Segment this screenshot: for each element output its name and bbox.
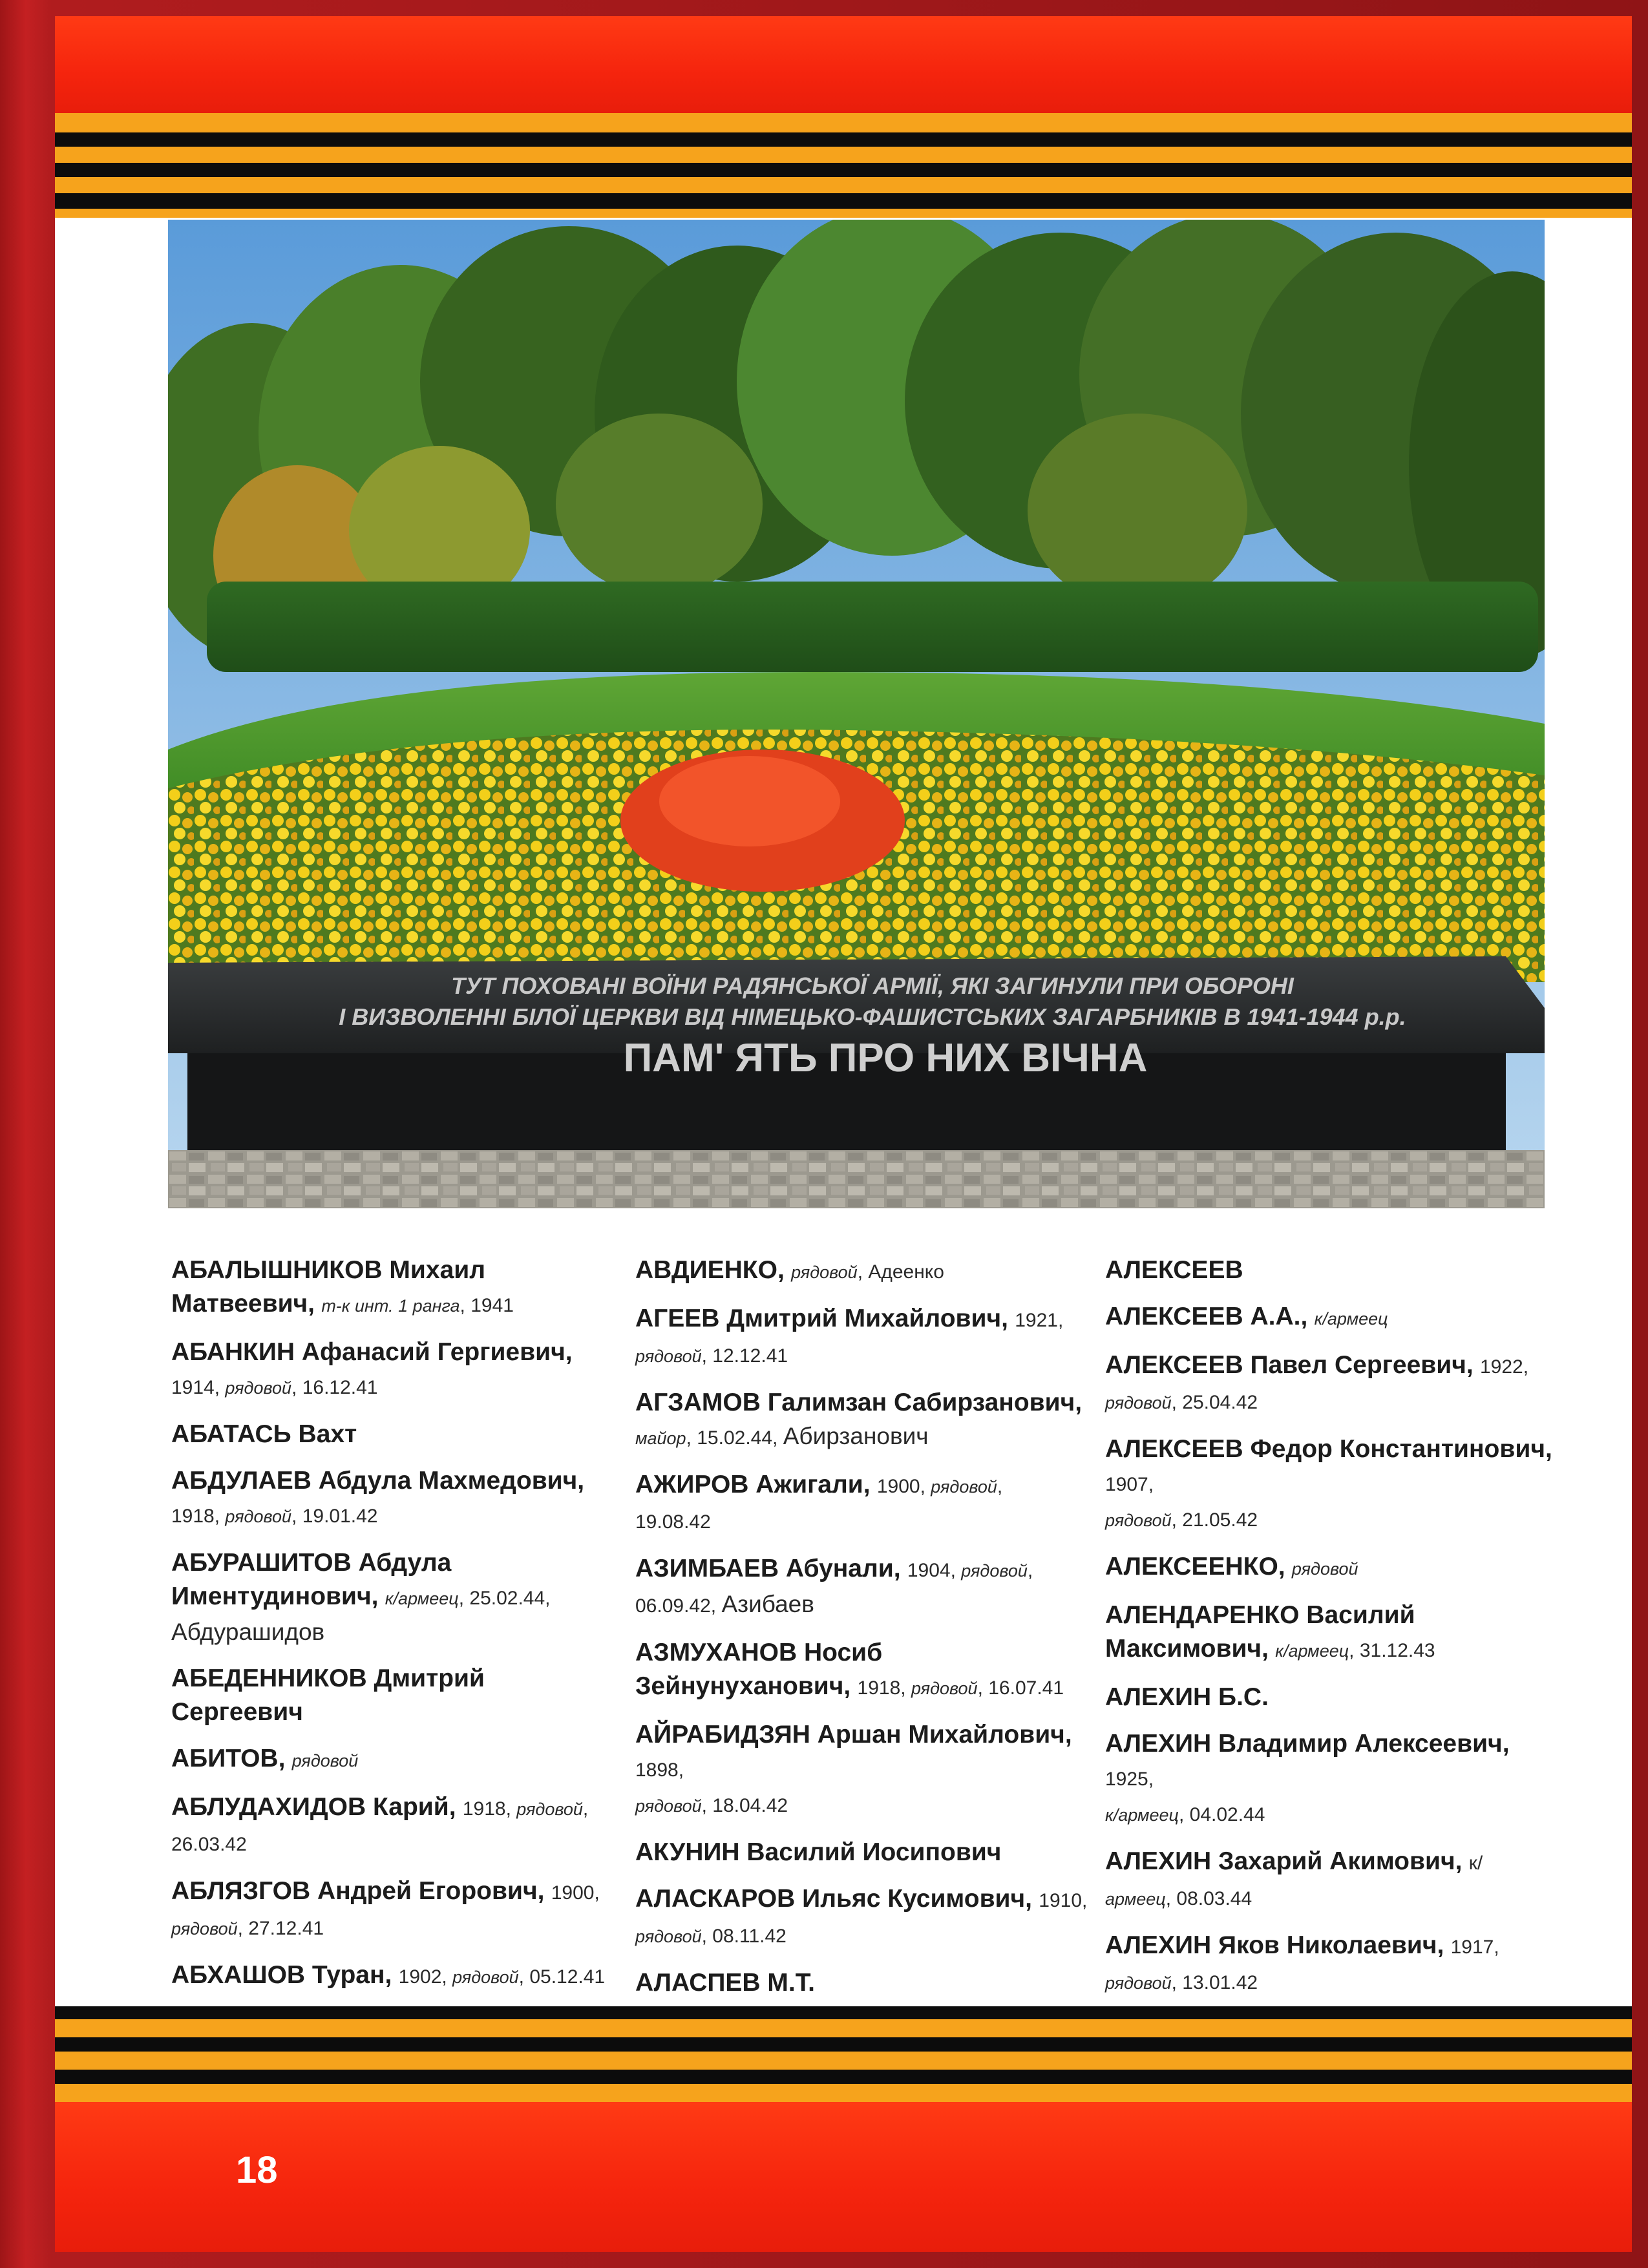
top-ribbon-band <box>55 16 1632 229</box>
entry-date2: 19.08.42 <box>635 1511 711 1533</box>
name-entry <box>635 1386 1088 1455</box>
entry-name: АЗМУХАНОВ Носиб <box>635 1639 883 1666</box>
entry-date: , <box>582 1798 589 1820</box>
page <box>55 16 1632 2252</box>
entry-rank: рядовой <box>931 1477 997 1496</box>
entry-name: АБХАШОВ Туран, <box>171 1961 392 1989</box>
name-entry <box>635 1254 1088 1289</box>
name-entry <box>1105 1727 1558 1832</box>
entry-rank: рядовой <box>1105 1393 1172 1412</box>
entry-pre: 1907, <box>1105 1474 1154 1495</box>
entry-name: АЛЕКСЕЕВ А.А., <box>1105 1303 1308 1330</box>
entry-name: АЛАСПЕВ М.Т. <box>635 1969 815 1997</box>
bottom-ribbon-band <box>55 2006 1632 2252</box>
entry-name: АБЛУДАХИДОВ Карий, <box>171 1793 456 1821</box>
entry-pre: 1900, <box>551 1882 600 1904</box>
entry-rank: т-к инт. 1 ранга <box>321 1296 460 1316</box>
entry-pre: к/ <box>1468 1853 1483 1874</box>
entry-alt: Азибаев <box>721 1591 814 1617</box>
entry-pre: 1898, <box>635 1759 684 1781</box>
entry-rank: рядовой <box>635 1796 702 1816</box>
entry-pre: 1917, <box>1450 1937 1499 1958</box>
entry-rank: рядовой <box>516 1800 583 1819</box>
entry-pre: 1918, <box>462 1798 517 1820</box>
entry-date: , 12.12.41 <box>701 1345 788 1367</box>
top-red-band <box>55 16 1632 113</box>
entry-name: АЗИМБАЕВ Абунали, <box>635 1555 901 1582</box>
ribbon-stripe-orange <box>55 2019 1632 2037</box>
entry-name: АЛЕКСЕЕВ <box>1105 1256 1243 1284</box>
names-column-1 <box>171 1254 624 2091</box>
entry-name: АБАНКИН Афанасий Гергиевич, <box>171 1338 573 1366</box>
entry-date: , 04.02.44 <box>1178 1804 1265 1825</box>
entry-name: АЛЕКСЕЕВ Павел Сергеевич, <box>1105 1351 1474 1379</box>
entry-pre: 1918, <box>171 1506 226 1527</box>
entry-rank: майор <box>635 1429 686 1448</box>
name-entry <box>635 1718 1088 1823</box>
entry-name: АЛЕКСЕЕВ Федор Константинович, <box>1105 1435 1552 1463</box>
name-entry <box>1105 1929 1558 2000</box>
entry-date: , 25.02.44, <box>458 1588 551 1609</box>
entry-rank: рядовой <box>171 1919 238 1938</box>
entry-date: , 21.05.42 <box>1171 1509 1258 1531</box>
ribbon-stripe-orange <box>55 113 1632 132</box>
ribbon-stripe-black <box>55 193 1632 209</box>
entry-rank: рядовой <box>911 1679 978 1698</box>
name-entry <box>171 1336 624 1405</box>
ribbon-stripe-orange <box>55 177 1632 193</box>
entry-name: АЛЕХИН Яков Николаевич, <box>1105 1931 1444 1959</box>
entry-name: АЛЕКСЕЕНКО, <box>1105 1553 1285 1580</box>
entry-name: АБАТАСЬ Вахт <box>171 1420 357 1448</box>
entry-date: , 18.04.42 <box>701 1795 788 1816</box>
name-entry <box>1105 1254 1558 1287</box>
entry-date: , 1941 <box>460 1295 514 1316</box>
entry-date: , 08.03.44 <box>1165 1888 1252 1909</box>
entry-name: АЛЕНДАРЕНКО Василий <box>1105 1601 1415 1629</box>
entry-pre: 1922, <box>1480 1356 1529 1378</box>
entry-rank: рядовой <box>961 1561 1028 1580</box>
entry-pre: 1925, <box>1105 1769 1154 1790</box>
entry-date: , 08.11.42 <box>701 1926 787 1947</box>
entry-rank: рядовой <box>1291 1559 1358 1579</box>
ribbon-stripe-black <box>55 2006 1632 2019</box>
entry-rank: рядовой <box>1105 1973 1172 1993</box>
entry-name: АГЗАМОВ Галимзан Сабирзанович, <box>635 1389 1083 1416</box>
entry-rank: рядовой <box>791 1263 858 1282</box>
ribbon-stripe-orange <box>55 147 1632 163</box>
name-entry <box>635 1468 1088 1539</box>
entry-name: АЖИРОВ Ажигали, <box>635 1471 871 1498</box>
name-entry <box>1105 1681 1558 1714</box>
entry-date: , 19.01.42 <box>291 1506 378 1527</box>
name-entry <box>171 1790 624 1862</box>
name-entry <box>635 1836 1088 1869</box>
entry-pre: 1918, <box>857 1677 911 1699</box>
ribbon-stripe-orange <box>55 2084 1632 2102</box>
entry-pre: 1904, <box>907 1560 962 1581</box>
entry-pre: 1921, <box>1015 1310 1064 1331</box>
entry-rank: к/армеец <box>1105 1805 1179 1825</box>
entry-name: АЛЕХИН Захарий Акимович, <box>1105 1847 1463 1875</box>
entry-pre: 1914, <box>171 1377 226 1398</box>
entry-alt: Абирзанович <box>783 1423 929 1449</box>
entry-rank: рядовой <box>225 1507 292 1526</box>
entry-name: АЙРАБИДЗЯН Аршан Михайлович, <box>635 1721 1072 1748</box>
entry-rank: к/армеец <box>1314 1309 1388 1328</box>
entry-rank: рядовой <box>635 1347 702 1366</box>
entry-date2: 26.03.42 <box>171 1834 247 1855</box>
name-entry <box>1105 1599 1558 1668</box>
entry-name: АБИТОВ, <box>171 1745 286 1772</box>
entry-name: АВДИЕНКО, <box>635 1256 785 1284</box>
name-entry <box>635 1966 1088 2000</box>
entry-date: , <box>997 1476 1003 1497</box>
name-entry <box>635 1882 1088 1953</box>
ribbon-stripe-orange <box>55 2052 1632 2070</box>
name-entry <box>1105 1349 1558 1420</box>
name-entry <box>171 1418 624 1451</box>
entry-date: , <box>1027 1560 1033 1581</box>
entry-rank: рядовой <box>225 1378 292 1398</box>
name-entry <box>171 1958 624 1994</box>
entry-date: , 16.07.41 <box>977 1677 1064 1699</box>
paving <box>168 1150 1545 1208</box>
entry-name: АБЕДЕННИКОВ Дмитрий <box>171 1664 485 1692</box>
name-entry <box>1105 1300 1558 1336</box>
memorial-photo-illustration <box>168 220 1545 1208</box>
ribbon-stripe-black <box>55 132 1632 147</box>
entry-rank: рядовой <box>635 1927 702 1946</box>
hedge <box>207 582 1538 672</box>
inscription-line-3: ПАМ' ЯТЬ ПРО НИХ ВІЧНА <box>623 1036 1148 1080</box>
entry-pre: 1902, <box>398 1966 453 1988</box>
entry-name: АБАЛЫШНИКОВ Михаил <box>171 1256 486 1284</box>
entry-name: АЛАСКАРОВ Ильяс Кусимович, <box>635 1885 1033 1913</box>
name-entry <box>171 1546 624 1649</box>
entry-name: АКУНИН Василий Иосипович <box>635 1838 1002 1866</box>
name-entry <box>1105 1845 1558 1916</box>
entry-name: АЛЕХИН Владимир Алексеевич, <box>1105 1730 1510 1758</box>
name-entry <box>171 1662 624 1729</box>
entry-rank: рядовой <box>452 1968 519 1987</box>
entry-name: АЛЕХИН Б.С. <box>1105 1683 1269 1711</box>
entry-date: , 05.12.41 <box>518 1966 606 1988</box>
entry-rank: к/армеец <box>385 1589 459 1608</box>
entry-date: , 31.12.43 <box>1349 1640 1435 1661</box>
name-entry <box>171 1742 624 1778</box>
name-entry <box>1105 1433 1558 1537</box>
entry-date: , 27.12.41 <box>237 1918 324 1939</box>
ribbon-stripe-black <box>55 2037 1632 2052</box>
name-entry <box>635 1636 1088 1705</box>
entry-pre: 1900, <box>876 1476 931 1497</box>
entry-name2: Сергеевич <box>171 1698 303 1726</box>
name-entry <box>635 1552 1088 1623</box>
entry-date: , Адеенко <box>857 1261 944 1283</box>
entry-name: АБЛЯЗГОВ Андрей Егорович, <box>171 1877 545 1905</box>
inscription-line-1: ТУТ ПОХОВАНІ ВОЇНИ РАДЯНСЬКОЇ АРМІЇ, ЯКІ ЗАГИНУЛИ ПРИ ОБОРОНІ <box>451 972 1294 999</box>
entry-name2: Зейнунуханович, <box>635 1672 851 1700</box>
name-entry <box>171 1254 624 1323</box>
entry-rank: рядовой <box>1105 1511 1172 1530</box>
ribbon-stripe-black <box>55 2070 1632 2084</box>
entry-name: АГЕЕВ Дмитрий Михайлович, <box>635 1305 1008 1332</box>
inscription-line-2: І ВИЗВОЛЕННІ БІЛОЇ ЦЕРКВИ ВІД НІМЕЦЬКО-ФАШИСТСЬКИХ ЗАГАРБНИКІВ В 1941-1944 р.р. <box>339 1003 1406 1030</box>
name-entry <box>635 1302 1088 1373</box>
name-entry <box>171 1464 624 1533</box>
entry-date2: 06.09.42, <box>635 1595 722 1617</box>
entry-date: , 16.12.41 <box>291 1377 378 1398</box>
entry-rank: армеец <box>1105 1889 1166 1909</box>
bottom-red-band <box>55 2102 1632 2252</box>
name-entry <box>171 1874 624 1946</box>
ribbon-stripe-orange <box>55 209 1632 218</box>
ribbon-stripe-black <box>55 163 1632 177</box>
entry-pre: 1910, <box>1039 1890 1088 1911</box>
entry-rank: к/армеец <box>1275 1641 1349 1661</box>
entry-name: АБДУЛАЕВ Абдула Махмедович, <box>171 1467 585 1495</box>
entry-date: , 13.01.42 <box>1171 1972 1258 1993</box>
name-entry <box>1105 1550 1558 1586</box>
memorial-photo <box>168 220 1545 1208</box>
entry-name2: Матвеевич, <box>171 1290 315 1318</box>
entry-alt: Абдурашидов <box>171 1619 325 1645</box>
entry-name2: Максимович, <box>1105 1635 1269 1663</box>
entry-name2: Иментудинович, <box>171 1582 379 1610</box>
entry-name: АБУРАШИТОВ Абдула <box>171 1549 452 1577</box>
page-number: 18 <box>236 2149 278 2191</box>
entry-date: , 25.04.42 <box>1171 1392 1258 1413</box>
entry-rank: рядовой <box>291 1751 359 1770</box>
entry-date: , 15.02.44, <box>686 1427 783 1449</box>
